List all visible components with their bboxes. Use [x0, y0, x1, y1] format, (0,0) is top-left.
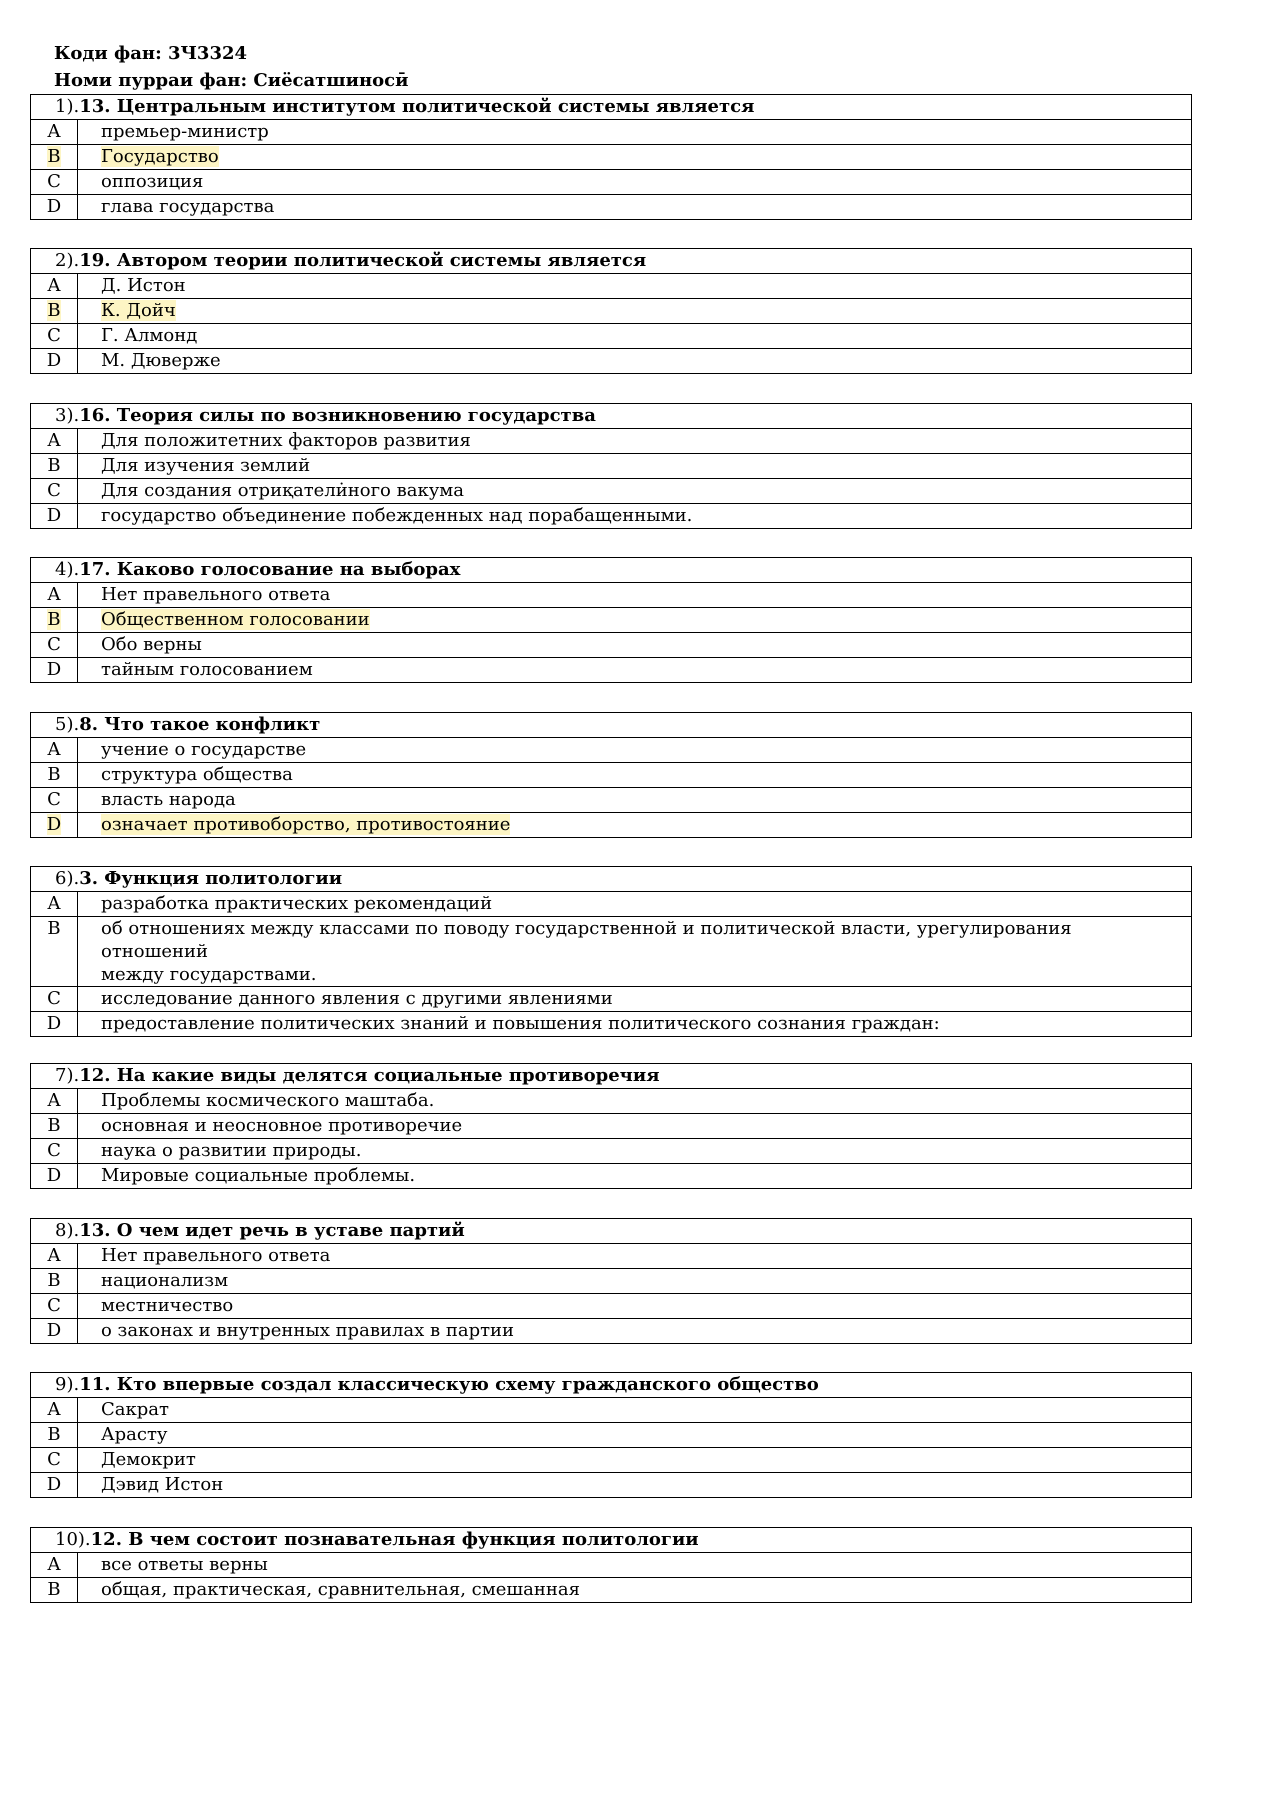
subject-name-line: Номи пурраи фан: Сиёсатшиносӣ — [54, 70, 409, 91]
option-text-cell — [78, 504, 1192, 529]
option-text: К. Дойч — [101, 300, 176, 321]
option-text: исследование данного явления с другими явлениями — [101, 988, 613, 1009]
option-letter-cell — [31, 195, 78, 220]
option-text-cell — [78, 170, 1192, 195]
option-text-cell — [78, 324, 1192, 349]
option-text: Дэвид Истон — [101, 1474, 224, 1495]
option-letter-cell — [31, 1269, 78, 1294]
question-table — [30, 1527, 1192, 1603]
option-text: все ответы верны — [101, 1554, 268, 1575]
option-letter: A — [47, 1090, 61, 1111]
question-row — [31, 1219, 1192, 1244]
question-table — [30, 94, 1192, 220]
question-cell — [31, 95, 1192, 120]
question-cell — [31, 404, 1192, 429]
option-letter-cell — [31, 763, 78, 788]
option-text: означает противоборство, противостояние — [101, 814, 511, 835]
option-text: общая, практическая, сравнительная, смешанная — [101, 1579, 580, 1600]
option-text: Государство — [101, 146, 219, 167]
question-number: 7). — [55, 1065, 80, 1086]
question-table — [30, 1218, 1192, 1344]
option-letter: B — [47, 300, 61, 321]
question-text: 3. Функция политологии — [79, 868, 343, 889]
option-letter-cell — [31, 1398, 78, 1423]
answer-option-row — [31, 987, 1192, 1012]
option-letter: C — [47, 325, 61, 346]
option-letter-cell — [31, 1319, 78, 1344]
option-text: Д. Истон — [101, 275, 186, 296]
option-letter: A — [47, 275, 61, 296]
question-cell — [31, 558, 1192, 583]
question-row — [31, 867, 1192, 892]
question-table — [30, 866, 1192, 1037]
answer-option-row — [31, 1164, 1192, 1189]
option-letter: D — [46, 814, 62, 835]
option-letter-cell — [31, 892, 78, 917]
option-letter-cell — [31, 1164, 78, 1189]
option-text: структура общества — [101, 764, 293, 785]
option-text-cell — [78, 763, 1192, 788]
answer-option-row — [31, 1244, 1192, 1269]
option-text: тайным голосованием — [101, 659, 313, 680]
question-number: 2). — [55, 250, 80, 271]
option-letter-cell — [31, 1244, 78, 1269]
option-text: государство объединение побежденных над порабащенными. — [101, 505, 693, 526]
answer-option-row — [31, 738, 1192, 763]
option-letter: A — [47, 121, 61, 142]
answer-option-row — [31, 1553, 1192, 1578]
answer-option-row — [31, 504, 1192, 529]
answer-option-row — [31, 454, 1192, 479]
option-letter: A — [47, 1399, 61, 1420]
question-row — [31, 1373, 1192, 1398]
option-letter: D — [46, 1013, 62, 1034]
question-text: 11. Кто впервые создал классическую схему гражданского общество — [79, 1374, 819, 1395]
option-text-cell — [78, 1578, 1192, 1603]
option-letter-cell — [31, 813, 78, 838]
option-letter: D — [46, 1320, 62, 1341]
answer-option-row — [31, 917, 1192, 987]
question-text: 12. В чем состоит познавательная функция политологии — [90, 1529, 699, 1550]
option-text: Демокрит — [101, 1449, 196, 1470]
answer-option-row — [31, 274, 1192, 299]
option-letter: C — [47, 171, 61, 192]
option-text-cell — [78, 658, 1192, 683]
question-cell — [31, 1064, 1192, 1089]
answer-option-row — [31, 583, 1192, 608]
answer-option-row — [31, 1089, 1192, 1114]
option-letter: C — [47, 1140, 61, 1161]
question-text: 13. О чем идет речь в уставе партий — [79, 1220, 465, 1241]
option-text: власть народа — [101, 789, 236, 810]
question-row — [31, 558, 1192, 583]
question-text: 16. Теория силы по возникновению государства — [79, 405, 596, 426]
answer-option-row — [31, 299, 1192, 324]
question-number: 3). — [55, 405, 80, 426]
question-table — [30, 557, 1192, 683]
option-text-cell — [78, 479, 1192, 504]
option-letter: D — [46, 1474, 62, 1495]
option-text: премьер-министр — [101, 121, 269, 142]
option-text: национализм — [101, 1270, 229, 1291]
option-text-cell — [78, 1164, 1192, 1189]
option-letter-cell — [31, 324, 78, 349]
option-letter-cell — [31, 1089, 78, 1114]
question-cell — [31, 867, 1192, 892]
option-text: Нет правельного ответа — [101, 584, 331, 605]
option-letter-cell — [31, 454, 78, 479]
answer-option-row — [31, 324, 1192, 349]
option-letter-cell — [31, 633, 78, 658]
option-text: Для положитетних факторов развития — [101, 430, 471, 451]
answer-option-row — [31, 195, 1192, 220]
question-table — [30, 403, 1192, 529]
answer-option-row — [31, 429, 1192, 454]
option-text: учение о государстве — [101, 739, 307, 760]
option-letter: A — [47, 584, 61, 605]
answer-option-row — [31, 633, 1192, 658]
question-number: 6). — [55, 868, 80, 889]
answer-option-row — [31, 1398, 1192, 1423]
option-text-cell — [78, 1269, 1192, 1294]
option-letter-cell — [31, 1114, 78, 1139]
option-letter: D — [46, 196, 62, 217]
option-text: местничество — [101, 1295, 234, 1316]
option-letter: D — [46, 1165, 62, 1186]
answer-option-row — [31, 892, 1192, 917]
option-letter-cell — [31, 274, 78, 299]
option-letter: D — [46, 505, 62, 526]
option-letter-cell — [31, 1473, 78, 1498]
option-text-cell — [78, 1114, 1192, 1139]
option-text: М. Дюверже — [101, 350, 221, 371]
option-text-cell — [78, 1012, 1192, 1037]
question-number: 9). — [55, 1374, 80, 1395]
answer-option-row — [31, 788, 1192, 813]
option-text-cell — [78, 1139, 1192, 1164]
option-letter-cell — [31, 917, 78, 987]
option-text-cell — [78, 1553, 1192, 1578]
question-table — [30, 1372, 1192, 1498]
question-table — [30, 1063, 1192, 1189]
question-row — [31, 1064, 1192, 1089]
option-text-cell — [78, 1473, 1192, 1498]
option-letter-cell — [31, 1578, 78, 1603]
option-letter-cell — [31, 120, 78, 145]
option-letter: B — [47, 609, 61, 630]
option-text-cell — [78, 1423, 1192, 1448]
answer-option-row — [31, 479, 1192, 504]
option-text: Обо верны — [101, 634, 202, 655]
option-letter: B — [47, 455, 61, 476]
answer-option-row — [31, 813, 1192, 838]
option-text: Сакрат — [101, 1399, 169, 1420]
question-table — [30, 712, 1192, 838]
option-letter: A — [47, 893, 61, 914]
option-letter-cell — [31, 1423, 78, 1448]
option-letter-cell — [31, 1012, 78, 1037]
question-text: 13. Центральным институтом политической системы является — [79, 96, 755, 117]
option-letter-cell — [31, 1553, 78, 1578]
option-letter: A — [47, 430, 61, 451]
option-letter-cell — [31, 170, 78, 195]
answer-option-row — [31, 1448, 1192, 1473]
option-text: Нет правельного ответа — [101, 1245, 331, 1266]
question-cell — [31, 249, 1192, 274]
option-text: Мировые социальные проблемы. — [101, 1165, 416, 1186]
question-table — [30, 248, 1192, 374]
option-text-cell — [78, 349, 1192, 374]
option-letter: B — [47, 1579, 61, 1600]
option-text-cell — [78, 608, 1192, 633]
question-number: 1). — [55, 96, 80, 117]
answer-option-row — [31, 1473, 1192, 1498]
option-letter-cell — [31, 145, 78, 170]
option-text-cell — [78, 429, 1192, 454]
answer-option-row — [31, 1114, 1192, 1139]
option-text-cell — [78, 1319, 1192, 1344]
option-letter: C — [47, 1449, 61, 1470]
answer-option-row — [31, 1423, 1192, 1448]
option-letter-cell — [31, 349, 78, 374]
option-text-cell — [78, 917, 1192, 987]
option-letter: D — [46, 350, 62, 371]
option-text: Арасту — [101, 1424, 168, 1445]
answer-option-row — [31, 763, 1192, 788]
option-letter-cell — [31, 658, 78, 683]
option-text: наука о развитии природы. — [101, 1140, 362, 1161]
option-letter-cell — [31, 429, 78, 454]
option-text-cell — [78, 788, 1192, 813]
option-text-cell — [78, 738, 1192, 763]
question-cell — [31, 1373, 1192, 1398]
option-letter-cell — [31, 987, 78, 1012]
option-letter-cell — [31, 583, 78, 608]
answer-option-row — [31, 1294, 1192, 1319]
option-letter-cell — [31, 299, 78, 324]
option-letter-cell — [31, 788, 78, 813]
option-text-cell — [78, 454, 1192, 479]
answer-option-row — [31, 120, 1192, 145]
option-text-cell — [78, 299, 1192, 324]
option-letter: A — [47, 739, 61, 760]
option-text: глава государства — [101, 196, 275, 217]
option-text-cell — [78, 892, 1192, 917]
option-letter: C — [47, 480, 61, 501]
option-text-cell — [78, 195, 1192, 220]
option-text: Для изучения землий — [101, 455, 311, 476]
option-text: основная и неосновное противоречие — [101, 1115, 463, 1136]
question-cell — [31, 713, 1192, 738]
option-letter: B — [47, 146, 61, 167]
option-text-cell — [78, 120, 1192, 145]
answer-option-row — [31, 658, 1192, 683]
option-text: о законах и внутренных правилах в партии — [101, 1320, 515, 1341]
question-row — [31, 95, 1192, 120]
option-letter: C — [47, 988, 61, 1009]
option-letter: A — [47, 1554, 61, 1575]
question-number: 8). — [55, 1220, 80, 1241]
option-text: оппозиция — [101, 171, 204, 192]
option-text: разработка практических рекомендаций — [101, 893, 493, 914]
option-text-cell — [78, 987, 1192, 1012]
answer-option-row — [31, 1319, 1192, 1344]
option-text-cell — [78, 145, 1192, 170]
question-row — [31, 249, 1192, 274]
option-text-cell — [78, 1244, 1192, 1269]
question-row — [31, 1528, 1192, 1553]
answer-option-row — [31, 170, 1192, 195]
option-text-cell — [78, 1089, 1192, 1114]
option-text: Проблемы космического маштаба. — [101, 1090, 435, 1111]
question-cell — [31, 1528, 1192, 1553]
option-letter: B — [47, 1424, 61, 1445]
question-number: 4). — [55, 559, 80, 580]
option-text-cell — [78, 274, 1192, 299]
question-number: 10). — [55, 1529, 91, 1550]
option-text-cell — [78, 1448, 1192, 1473]
answer-option-row — [31, 1269, 1192, 1294]
question-cell — [31, 1219, 1192, 1244]
answer-option-row — [31, 608, 1192, 633]
subject-code-line: Коди фан: 3Ч3324 — [54, 43, 248, 64]
option-text: Г. Алмонд — [101, 325, 198, 346]
option-text-cell — [78, 1294, 1192, 1319]
question-text: 12. На какие виды делятся социальные противоречия — [79, 1065, 660, 1086]
option-text-cell — [78, 633, 1192, 658]
option-letter: C — [47, 634, 61, 655]
option-text-cell — [78, 1398, 1192, 1423]
question-number: 5). — [55, 714, 80, 735]
option-text: Для создания отриқатели̇ного вакума — [101, 480, 465, 501]
answer-option-row — [31, 145, 1192, 170]
option-letter: B — [47, 1270, 61, 1291]
option-letter: D — [46, 659, 62, 680]
option-letter: B — [47, 918, 61, 939]
answer-option-row — [31, 1578, 1192, 1603]
question-text: 8. Что такое конфликт — [79, 714, 321, 735]
option-letter-cell — [31, 738, 78, 763]
option-letter: B — [47, 764, 61, 785]
option-text: предоставление политических знаний и повышения политического сознания граждан: — [101, 1013, 940, 1034]
answer-option-row — [31, 1012, 1192, 1037]
question-text: 19. Автором теории политической системы является — [79, 250, 647, 271]
option-letter-cell — [31, 504, 78, 529]
question-text: 17. Каково голосование на выборах — [79, 559, 461, 580]
option-letter: A — [47, 1245, 61, 1266]
option-text-cell — [78, 813, 1192, 838]
answer-option-row — [31, 349, 1192, 374]
question-row — [31, 713, 1192, 738]
option-letter: C — [47, 1295, 61, 1316]
option-letter-cell — [31, 479, 78, 504]
option-letter-cell — [31, 1294, 78, 1319]
option-text: об отношениях между классами по поводу государственной и политической власти, урегулирования отношений между государствами. — [101, 918, 1072, 985]
option-letter: B — [47, 1115, 61, 1136]
option-letter: C — [47, 789, 61, 810]
option-text-cell — [78, 583, 1192, 608]
option-letter-cell — [31, 1448, 78, 1473]
option-letter-cell — [31, 1139, 78, 1164]
question-row — [31, 404, 1192, 429]
option-letter-cell — [31, 608, 78, 633]
answer-option-row — [31, 1139, 1192, 1164]
option-text: Общественном голосовании — [101, 609, 370, 630]
